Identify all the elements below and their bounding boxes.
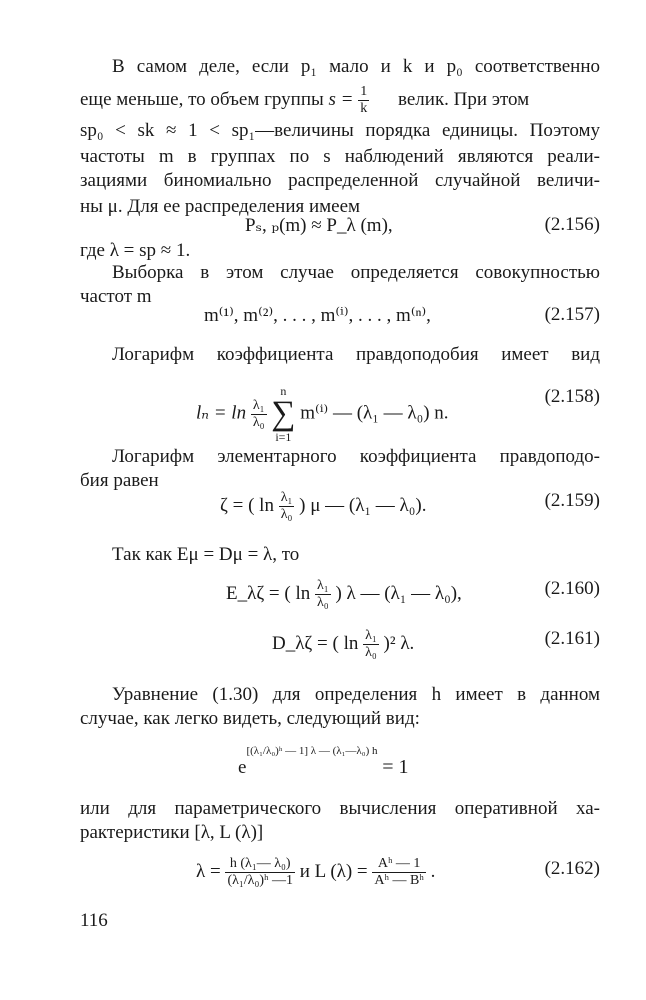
equation-2-158 xyxy=(80,370,600,444)
text-line: ны μ. Для ее распределения имеем xyxy=(80,196,361,217)
equation-number: (2.162) xyxy=(544,858,600,879)
text-line: частот m xyxy=(80,286,152,307)
text-line: рактеристики [λ, L (λ)] xyxy=(80,822,264,843)
equation-formula: E_λζ = ( ln $\frac{\text{λ₁}}{\text{λ₀}}$ ) λ — (λ₁ — λ₀), xyxy=(226,578,462,610)
equation-unnumbered xyxy=(80,738,600,788)
text-line: случае, как легко видеть, следующий вид: xyxy=(80,708,420,729)
text-line: sp₀ < sk ≈ 1 < sp₁—величины порядка единицы. Поэтому xyxy=(80,120,600,141)
text-line: Так как Eμ = Dμ = λ, то xyxy=(112,544,300,565)
text-line: Логарифм элементарного коэффициента правдоподо- xyxy=(112,446,600,467)
fraction: $\frac{\text{λ₁}}{\text{λ₀}}$ xyxy=(252,397,265,430)
text-line: или для параметрического вычисления оперативной ха- xyxy=(80,798,600,819)
equation-2-159 xyxy=(80,490,600,540)
fraction: $\frac{1}{k}$ xyxy=(360,84,368,116)
page-number: 116 xyxy=(80,910,108,931)
equation-2-161 xyxy=(80,628,600,678)
fraction: $\frac{\text{λ₁}}{\text{λ₀}}$ xyxy=(280,490,293,522)
equation-formula: $e^{[(\lambda_1/\lambda_0)ʰ — 1] \lambda — (\lambda_1—\lambda_0) h} = 1$ xyxy=(238,744,409,778)
text-line: зациями биномиально распределенной случайной величи- xyxy=(80,170,600,191)
fraction: $\frac{\text{Aʰ — 1}}{\text{Aʰ — Bʰ}}$ xyxy=(374,856,424,888)
equation-formula: λ = $\frac{\text{h (λ₁— λ₀)}}{\text{(λ₁/λ₀)ʰ —1}}$ и L (λ) = $\frac{\text{Aʰ — 1}}{\text{Aʰ — Bʰ}}$ . xyxy=(196,856,436,888)
equation-number: (2.156) xyxy=(544,214,600,235)
equation-number: (2.159) xyxy=(544,490,600,511)
equation-formula: D_λζ = ( ln $\frac{\text{λ₁}}{\text{λ₀}}$ )² λ. xyxy=(272,628,415,660)
equation-number: (2.160) xyxy=(544,578,600,599)
equation-2-162 xyxy=(80,848,600,912)
equation-number: (2.161) xyxy=(544,628,600,649)
text-line-with-fraction: еще меньше, то объем группы s = $\frac{1}{k}$ велик. При этом xyxy=(80,84,530,116)
equation-formula: Pₛ, ₚ(m) ≈ P_λ (m), xyxy=(245,215,393,236)
text-line: Выборка в этом случае определяется совокупностью xyxy=(112,262,600,283)
fraction: $\frac{\text{λ₁}}{\text{λ₀}}$ xyxy=(317,578,329,610)
text-line: бия равен xyxy=(80,470,159,491)
text-line: В самом деле, если p₁ мало и k и p₀ соответственно xyxy=(112,56,600,77)
text-line: Логарифм коэффициента правдоподобия имеет вид xyxy=(112,344,600,365)
equation-number: (2.157) xyxy=(544,304,600,325)
equation-2-160 xyxy=(80,578,600,628)
equation-number: (2.158) xyxy=(544,386,600,407)
summation-sign: n ∑ i=1 xyxy=(271,384,296,444)
fraction: $\frac{\text{λ₁}}{\text{λ₀}}$ xyxy=(365,628,377,660)
equation-formula: ζ = ( ln $\frac{\text{λ₁}}{\text{λ₀}}$ ) μ — (λ₁ — λ₀). xyxy=(220,490,427,522)
equation-formula: lₙ = ln $\frac{\text{λ₁}}{\text{λ₀}}$ n ∑ i=1 m⁽ⁱ⁾ — (λ₁ — λ₀) n. xyxy=(196,384,449,444)
equation-formula: m⁽¹⁾, m⁽²⁾, . . . , m⁽ⁱ⁾, . . . , m⁽ⁿ⁾, xyxy=(204,305,431,326)
text-line: частоты m в группах по s наблюдений являются реали- xyxy=(80,146,600,167)
exponent: [(λ₁/λ₀)ʰ — 1] λ — (λ₁—λ₀) h xyxy=(246,744,378,757)
text-line: Уравнение (1.30) для определения h имеет в данном xyxy=(112,684,600,705)
text-line: где λ = sp ≈ 1. xyxy=(80,240,191,261)
fraction: $\frac{\text{h (λ₁— λ₀)}}{\text{(λ₁/λ₀)ʰ —1}}$ xyxy=(227,856,293,888)
